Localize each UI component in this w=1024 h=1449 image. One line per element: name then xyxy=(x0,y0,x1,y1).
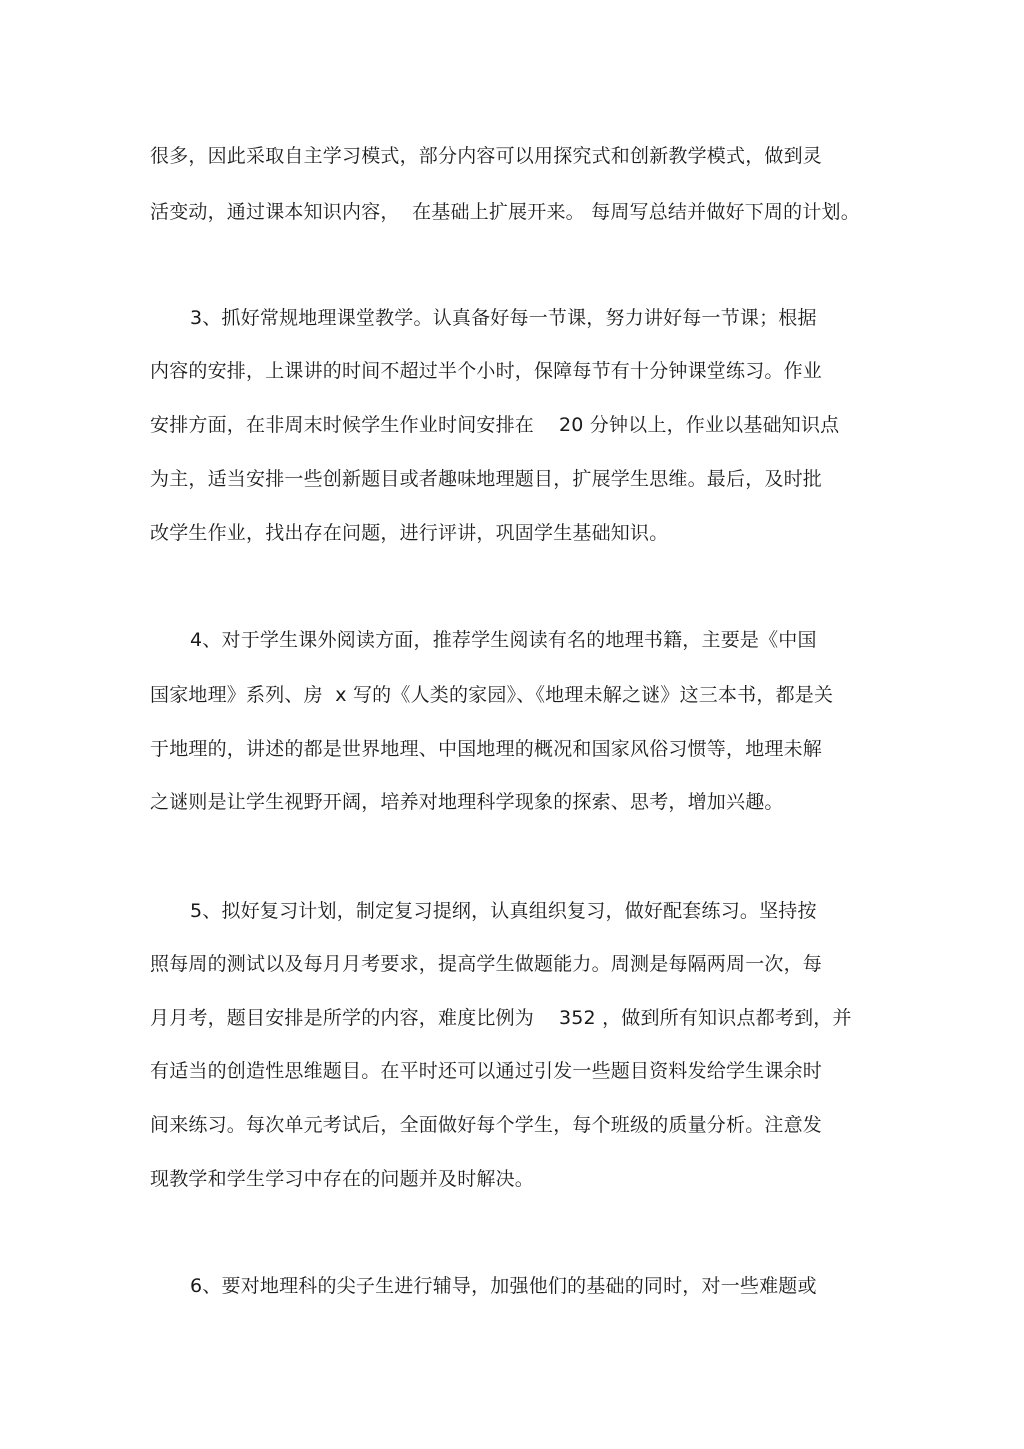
paragraph-6-start: 6、要对地理科的尖子生进行辅导，加强他们的基础的同时，对一些难题或 xyxy=(190,1275,817,1297)
text-line: 照每周的测试以及每月月考要求，提高学生做题能力。周测是每隔两周一次，每 xyxy=(150,953,823,975)
text-line: 为主，适当安排一些创新题目或者趣味地理题目，扩展学生思维。最后，及时批 xyxy=(150,468,823,490)
paragraph-4-start: 4、对于学生课外阅读方面，推荐学生阅读有名的地理书籍，主要是《中国 xyxy=(190,629,817,651)
text-line: 月月考，题目安排是所学的内容，难度比例为 352 ，做到所有知识点都考到，并 xyxy=(150,1007,852,1029)
paragraph-5-start: 5、拟好复习计划，制定复习提纲，认真组织复习，做好配套练习。坚持按 xyxy=(190,900,817,922)
text-line: 安排方面，在非周末时候学生作业时间安排在 20 分钟以上，作业以基础知识点 xyxy=(150,414,840,436)
text-line: 内容的安排，上课讲的时间不超过半个小时，保障每节有十分钟课堂练习。作业 xyxy=(150,360,823,382)
text-line: 有适当的创造性思维题目。在平时还可以通过引发一些题目资料发给学生课余时 xyxy=(150,1060,823,1082)
text-line: 于地理的，讲述的都是世界地理、中国地理的概况和国家风俗习惯等，地理未解 xyxy=(150,738,823,760)
text-line: 间来练习。每次单元考试后，全面做好每个学生，每个班级的质量分析。注意发 xyxy=(150,1114,823,1136)
text-line: 国家地理》系列、房 x 写的《人类的家园》、《地理未解之谜》这三本书，都是关 xyxy=(150,684,834,706)
text-line: 改学生作业，找出存在问题，进行评讲，巩固学生基础知识。 xyxy=(150,522,669,544)
paragraph-3-start: 3、抓好常规地理课堂教学。认真备好每一节课，努力讲好每一节课；根据 xyxy=(190,307,817,329)
text-line: 很多，因此采取自主学习模式，部分内容可以用探究式和创新教学模式，做到灵 xyxy=(150,145,823,167)
text-line: 之谜则是让学生视野开阔，培养对地理科学现象的探索、思考，增加兴趣。 xyxy=(150,791,784,813)
text-line: 活变动，通过课本知识内容， 在基础上扩展开来。 每周写总结并做好下周的计划。 xyxy=(150,201,860,223)
text-line: 现教学和学生学习中存在的问题并及时解决。 xyxy=(150,1168,535,1190)
